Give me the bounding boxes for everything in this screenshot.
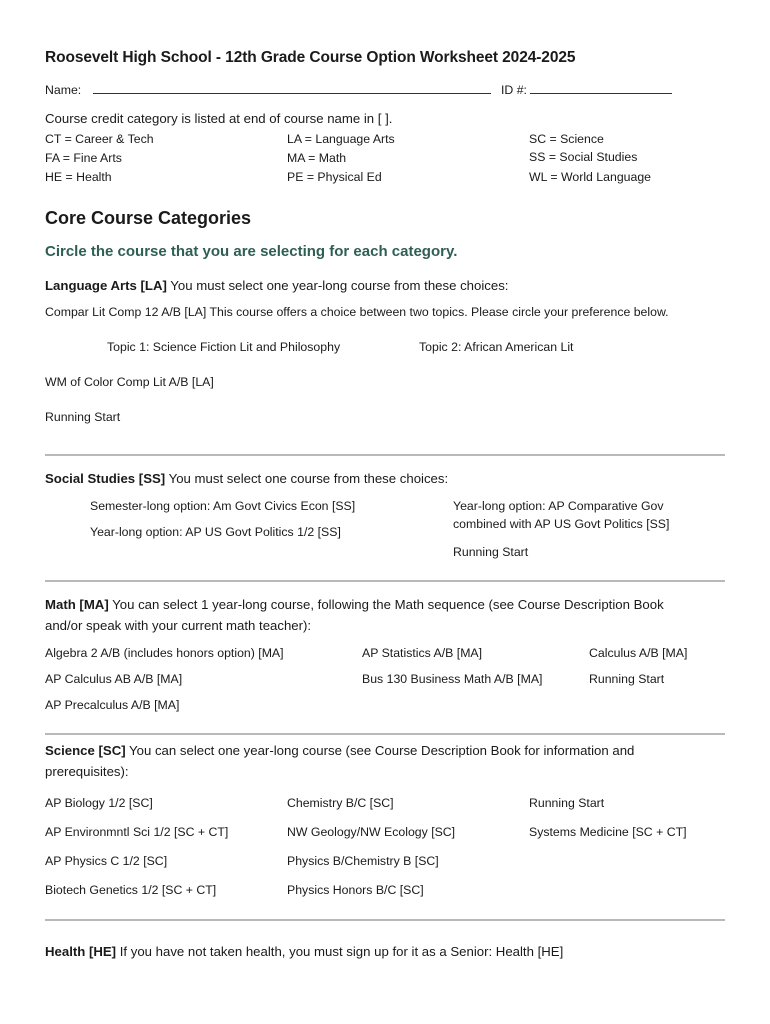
language-arts-header: [45, 278, 508, 293]
course-option[interactable]: Calculus A/B [MA]: [589, 646, 688, 660]
divider: [45, 454, 725, 456]
legend-intro: Course credit category is listed at end of course name in [ ].: [45, 111, 393, 126]
course-option[interactable]: Systems Medicine [SC + CT]: [529, 825, 687, 839]
category-label: Language Arts [LA]: [45, 278, 167, 293]
health-row: [45, 944, 563, 959]
course-option[interactable]: Bus 130 Business Math A/B [MA]: [362, 672, 543, 686]
category-label: Science [SC]: [45, 743, 126, 758]
course-option[interactable]: Running Start: [453, 545, 529, 559]
legend-item: HE = Health: [45, 170, 112, 184]
category-desc[interactable]: If you have not taken health, you must sign up for it as a Senior: Health [HE]: [116, 944, 564, 959]
social-studies-header: [45, 471, 448, 486]
math-header: [45, 597, 664, 612]
category-desc: You must select one course from these choices:: [165, 471, 449, 486]
course-option[interactable]: AP Statistics A/B [MA]: [362, 646, 483, 660]
course-option[interactable]: Year-long option: AP Comparative Gov: [453, 499, 664, 513]
category-label: Health [HE]: [45, 944, 117, 959]
category-desc: prerequisites):: [45, 764, 129, 779]
topic-option[interactable]: Topic 1: Science Fiction Lit and Philosophy: [107, 340, 341, 354]
course-option[interactable]: Physics B/Chemistry B [SC]: [287, 854, 439, 868]
course-option[interactable]: Compar Lit Comp 12 A/B [LA] This course offers a choice between two topics. Please circle your preference below.: [45, 305, 669, 319]
category-desc: You can select one year-long course (see Course Description Book for information and: [125, 743, 635, 758]
course-option[interactable]: Physics Honors B/C [SC]: [287, 883, 424, 897]
instruction-heading: Circle the course that you are selecting for each category.: [45, 243, 458, 260]
legend-item: WL = World Language: [529, 170, 652, 184]
topic-option[interactable]: Topic 2: African American Lit: [419, 340, 574, 354]
course-option[interactable]: AP Biology 1/2 [SC]: [45, 796, 153, 810]
name-field-row: [45, 82, 491, 97]
course-option[interactable]: AP Precalculus A/B [MA]: [45, 698, 180, 712]
category-label: Social Studies [SS]: [45, 471, 166, 486]
course-option[interactable]: Semester-long option: Am Govt Civics Econ [SS]: [90, 499, 356, 513]
legend-item: PE = Physical Ed: [287, 170, 382, 184]
legend-item: FA = Fine Arts: [45, 151, 122, 165]
course-option[interactable]: AP Environmntl Sci 1/2 [SC + CT]: [45, 825, 229, 839]
legend-item: LA = Language Arts: [287, 132, 395, 146]
course-option[interactable]: Biotech Genetics 1/2 [SC + CT]: [45, 883, 217, 897]
legend-item: MA = Math: [287, 151, 347, 165]
course-option[interactable]: AP Physics C 1/2 [SC]: [45, 854, 168, 868]
divider: [45, 580, 725, 582]
legend-item: SC = Science: [529, 132, 604, 146]
course-option[interactable]: combined with AP US Govt Politics [SS]: [453, 517, 670, 531]
course-option[interactable]: NW Geology/NW Ecology [SC]: [287, 825, 456, 839]
category-desc: You must select one year-long course from these choices:: [166, 278, 509, 293]
course-option[interactable]: WM of Color Comp Lit A/B [LA]: [45, 375, 214, 389]
science-header: [45, 743, 634, 758]
category-desc: and/or speak with your current math teacher):: [45, 618, 312, 633]
legend-item: CT = Career & Tech: [45, 132, 154, 146]
divider: [45, 919, 725, 921]
id-field[interactable]: [530, 82, 672, 94]
course-option[interactable]: Algebra 2 A/B (includes honors option) [MA]: [45, 646, 284, 660]
divider: [45, 733, 725, 735]
id-field-row: [501, 82, 672, 97]
course-option[interactable]: Running Start: [529, 796, 605, 810]
name-label: Name:: [45, 83, 82, 97]
name-field[interactable]: [93, 82, 491, 94]
category-desc: You can select 1 year-long course, following the Math sequence (see Course Description Book: [108, 597, 664, 612]
id-label: ID #:: [501, 83, 527, 97]
course-option[interactable]: Year-long option: AP US Govt Politics 1/2 [SS]: [90, 525, 341, 539]
course-option[interactable]: Chemistry B/C [SC]: [287, 796, 394, 810]
course-option[interactable]: Running Start: [45, 410, 121, 424]
course-option[interactable]: Running Start: [589, 672, 665, 686]
course-option[interactable]: AP Calculus AB A/B [MA]: [45, 672, 183, 686]
category-label: Math [MA]: [45, 597, 109, 612]
section-heading: Core Course Categories: [45, 208, 252, 228]
legend-item: SS = Social Studies: [529, 150, 638, 164]
page-title: Roosevelt High School - 12th Grade Course Option Worksheet 2024-2025: [45, 49, 576, 66]
